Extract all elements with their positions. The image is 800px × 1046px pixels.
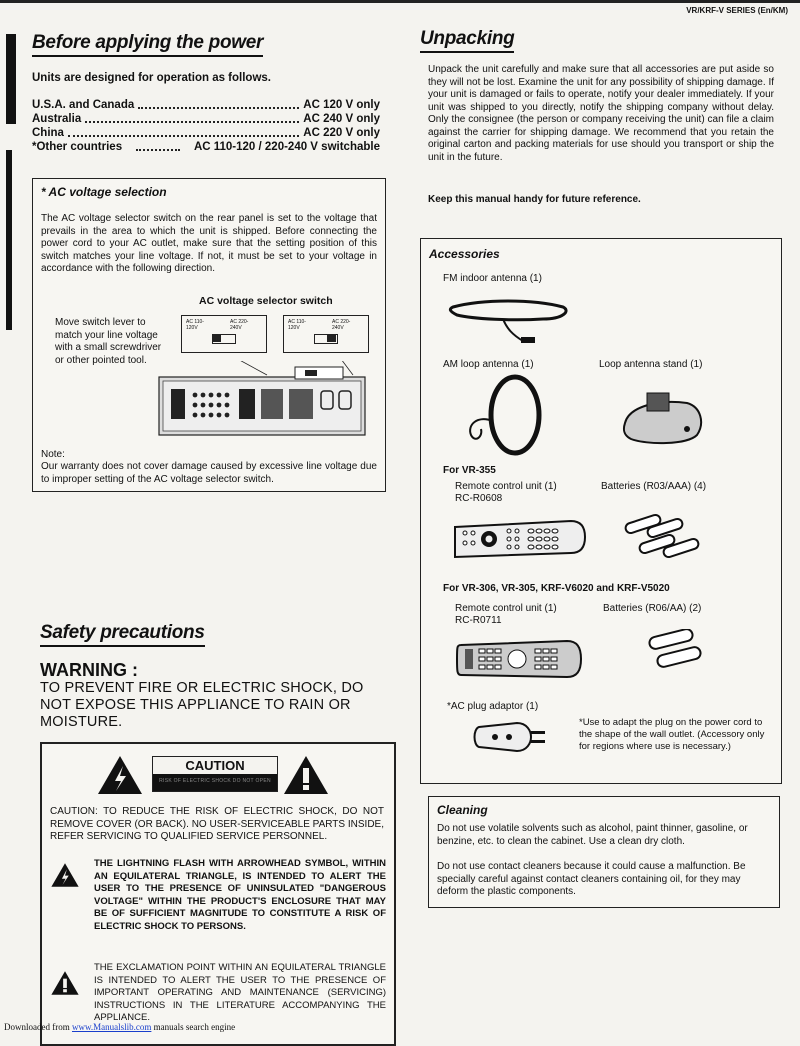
remote1-model: RC-R0608 <box>455 493 503 504</box>
switch-detail-b: AC 110-120V AC 220-240V <box>283 315 369 353</box>
voltage-row: *Other countries AC 110-120 / 220-240 V switchable <box>32 141 380 153</box>
plug-note: *Use to adapt the plug on the power cord to the shape of the wall outlet. (Accessory only for regions where use is necessary.) <box>579 717 765 752</box>
caution-box <box>40 742 396 1046</box>
margin-bar <box>6 34 16 124</box>
am-loop-antenna-icon <box>457 373 557 457</box>
footer-suffix: manuals search engine <box>153 1022 236 1032</box>
footer-prefix: Downloaded from <box>4 1022 70 1032</box>
cleaning-p1: Do not use volatile solvents such as alcohol, paint thinner, gasoline, or benzine, etc. to clean the cabinet. Use a clean dry cloth. <box>437 823 748 847</box>
voltage-row: Australia AC 240 V only <box>32 113 380 125</box>
note-label: Note: <box>41 449 65 460</box>
warning-label: WARNING : <box>40 660 138 680</box>
voltage-table <box>32 98 380 154</box>
caution-text: CAUTION: TO REDUCE THE RISK OF ELECTRIC SHOCK, DO NOT REMOVE COVER (OR BACK). NO USER-SERVICEABLE PARTS INSIDE, REFER SERVICING TO QUALIFIED SERVICE PERSONNEL. <box>50 806 384 842</box>
plug-label: *AC plug adaptor (1) <box>447 701 539 712</box>
switch-detail-a: AC 110-120V AC 220-240V <box>181 315 267 353</box>
safety-title: Safety precautions <box>40 622 205 647</box>
keep-manual-note: Keep this manual handy for future reference. <box>428 194 641 205</box>
caution-subtext: RISK OF ELECTRIC SHOCK DO NOT OPEN <box>159 778 271 784</box>
voltage-row: U.S.A. and Canada AC 120 V only <box>32 99 380 111</box>
manualslib-link[interactable]: www.Manualslib.com <box>71 1022 152 1032</box>
unpacking-title: Unpacking <box>420 28 514 53</box>
cleaning-p2: Do not use contact cleaners because it could cause a malfunction. Be specially careful against contact cleaners containing oil, for they may deform the plastic components. <box>437 861 746 897</box>
ac-voltage-title: * AC voltage selection <box>41 185 167 199</box>
exclamation-triangle-icon <box>50 970 80 996</box>
caution-label-box <box>152 756 278 792</box>
switch-instruction: Move switch lever to match your line voltage with a small screwdriver or other pointed tool. <box>55 317 162 366</box>
download-footer <box>4 1022 235 1032</box>
batteries-aaa-icon <box>617 511 713 561</box>
ac-plug-adaptor-icon <box>469 717 549 757</box>
stand-label: Loop antenna stand (1) <box>599 359 703 370</box>
remote2-label: Remote control unit (1) <box>455 603 557 614</box>
exclamation-triangle-icon <box>282 754 330 796</box>
batteries-aa-icon <box>643 629 713 669</box>
batteries2-label: Batteries (R06/AA) (2) <box>603 603 702 614</box>
unpacking-body: Unpack the unit carefully and make sure that all accessories are put aside so they will not be lost. Examine the unit for any possibility of shipping damage. If your unit is damaged or fails to operate, notify your dealer immediately. If your unit was shipped to you directly, notify the shipping company without delay. Only the consignee (the person or company receiving the unit) can file a claim against the carrier for shipping damage. We recommend that you retain the original carton and packing materials for use should you transport or ship the unit in the future. <box>428 64 774 163</box>
voltage-row: China AC 220 V only <box>32 127 380 139</box>
am-antenna-label: AM loop antenna (1) <box>443 359 534 370</box>
exclamation-text: THE EXCLAMATION POINT WITHIN AN EQUILATERAL TRIANGLE IS INTENDED TO ALERT THE USER TO THE PRESENCE OF IMPORTANT OPERATING AND MAINTENANCE (SERVICING) INSTRUCTIONS IN THE LITERATURE ACCOMPANYING THE APPLIANCE. <box>94 962 386 1023</box>
warning-text: TO PREVENT FIRE OR ELECTRIC SHOCK, DO NOT EXPOSE THIS APPLIANCE TO RAIN OR MOISTURE. <box>40 680 364 730</box>
cleaning-box <box>428 796 780 908</box>
vr355-heading: For VR-355 <box>443 465 496 476</box>
loop-antenna-stand-icon <box>617 383 707 449</box>
note-text: Our warranty does not cover damage caused by excessive line voltage due to improper setting of the AC voltage selector switch. <box>41 461 377 485</box>
ac-voltage-body: The AC voltage selector switch on the rear panel is set to the voltage that prevails in the area to which the unit is shipped. Before connecting the power cord to your AC outlet, make sure that the setting position of this switch matches your line voltage. If not, it must be set to your voltage in accordance with the following direction. <box>41 213 377 274</box>
remote-control-rc-r0608-icon <box>451 517 591 561</box>
cleaning-title: Cleaning <box>437 803 488 817</box>
remote1-label: Remote control unit (1) <box>455 481 557 492</box>
before-power-title: Before applying the power <box>32 32 263 57</box>
vr306-heading: For VR-306, VR-305, KRF-V6020 and KRF-V5020 <box>443 583 670 594</box>
remote-control-rc-r0711-icon <box>455 637 585 681</box>
caution-label: CAUTION <box>153 757 277 774</box>
fm-antenna-icon <box>443 293 583 347</box>
ac-voltage-box <box>32 178 386 492</box>
lightning-text: THE LIGHTNING FLASH WITH ARROWHEAD SYMBOL, WITHIN AN EQUILATERAL TRIANGLE, IS INTENDED TO ALERT THE USER TO THE PRESENCE OF UNINSULATED "DANGEROUS VOLTAGE" WITHIN THE PRODUCT'S ENCLOSURE THAT MAY BE OF SUFFICIENT MAGNITUDE TO CONSTITUTE A RISK OF ELECTRIC SHOCK TO PERSONS. <box>94 858 386 932</box>
fm-antenna-label: FM indoor antenna (1) <box>443 273 542 284</box>
margin-bar <box>6 150 12 330</box>
lightning-triangle-icon <box>96 754 144 796</box>
before-power-intro: Units are designed for operation as follows. <box>32 72 271 84</box>
accessories-title: Accessories <box>429 247 500 261</box>
batteries1-label: Batteries (R03/AAA) (4) <box>601 481 707 492</box>
series-code: VR/KRF-V SERIES (En/KM) <box>686 6 788 15</box>
remote2-model: RC-R0711 <box>455 615 502 626</box>
top-rule <box>0 0 800 3</box>
lightning-triangle-icon <box>50 862 80 888</box>
accessories-box <box>420 238 782 784</box>
rear-panel-illustration <box>157 361 369 441</box>
switch-label: AC voltage selector switch <box>199 295 333 307</box>
